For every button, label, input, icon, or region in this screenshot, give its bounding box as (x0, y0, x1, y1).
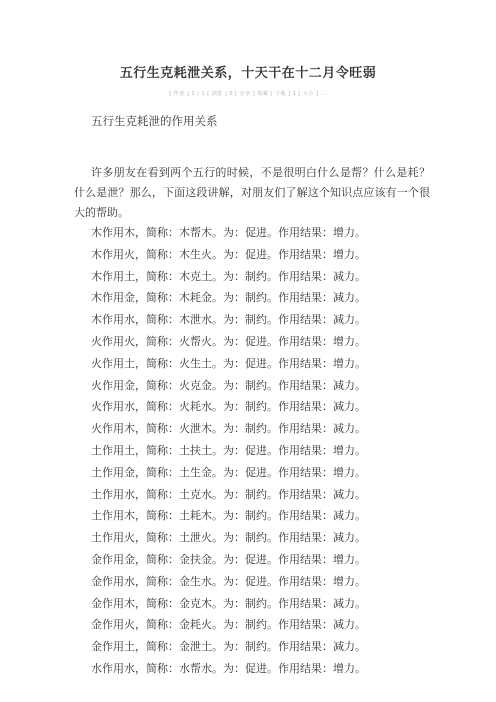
relation-rule: 土作用水，简称：土克水。为：制约。作用结果：减力。 (91, 487, 366, 501)
relation-rule: 火作用水，简称：火耗水。为：制约。作用结果：减力。 (91, 400, 366, 414)
relation-rule: 木作用金，简称：木耗金。为：制约。作用结果：减力。 (91, 291, 366, 305)
section-heading: 五行生克耗泄的作用关系 (91, 114, 218, 128)
relation-rule: 水作用水，简称：水帮水。为：促进。作用结果：增力。 (91, 661, 366, 675)
relation-rule: 金作用金，简称：金扶金。为：促进。作用结果：增力。 (91, 552, 366, 566)
relation-rule: 土作用木，简称：土耗木。为：制约。作用结果：减力。 (91, 509, 366, 523)
document-title: 五行生克耗泄关系，十天干在十二月令旺弱 (119, 66, 377, 81)
relation-rules-list (91, 222, 366, 680)
relation-rule: 火作用土，简称：火生土。为：促进。作用结果：增力。 (91, 356, 366, 370)
relation-rule: 木作用木，简称：木帮木。为：促进。作用结果：增力。 (91, 226, 366, 239)
intro-paragraph: 许多朋友在看到两个五行的时候，不是很明白什么是帮？什么是耗？什么是泄？那么，下面这段讲解，对朋友们了解这个知识点应该有一个很大的帮助。 (74, 166, 430, 219)
relation-rule: 土作用火，简称：土泄火。为：制约。作用结果：减力。 (91, 531, 366, 545)
document-meta-line: [ 作者 ] 1 / 1 [ 浏览 ] 0 [ 分享 ] 收藏 [ 下载 ] 1 [ 大小 ] ... (169, 91, 327, 97)
relation-rule: 金作用水，简称：金生水。为：促进。作用结果：增力。 (91, 574, 366, 588)
relation-rule: 金作用火，简称：金耗火。为：制约。作用结果：减力。 (91, 618, 366, 632)
relation-rule: 土作用金，简称：土生金。为：促进。作用结果：增力。 (91, 465, 366, 479)
relation-rule: 金作用木，简称：金克木。为：制约。作用结果：减力。 (91, 596, 366, 610)
relation-rule: 木作用水，简称：木泄水。为：制约。作用结果：减力。 (91, 313, 366, 327)
relation-rule: 金作用土，简称：金泄土。为：制约。作用结果：减力。 (91, 640, 366, 654)
relation-rule: 火作用木，简称：火泄木。为：制约。作用结果：减力。 (91, 422, 366, 436)
relation-rule: 木作用土，简称：木克土。为：制约。作用结果：减力。 (91, 269, 366, 283)
relation-rule: 火作用金，简称：火克金。为：制约。作用结果：减力。 (91, 378, 366, 392)
relation-rule: 土作用土，简称：土扶土。为：促进。作用结果：增力。 (91, 443, 366, 457)
relation-rule: 火作用火，简称：火帮火。为：促进。作用结果：增力。 (91, 334, 366, 348)
relation-rule: 木作用火，简称：木生火。为：促进。作用结果：增力。 (91, 247, 366, 261)
